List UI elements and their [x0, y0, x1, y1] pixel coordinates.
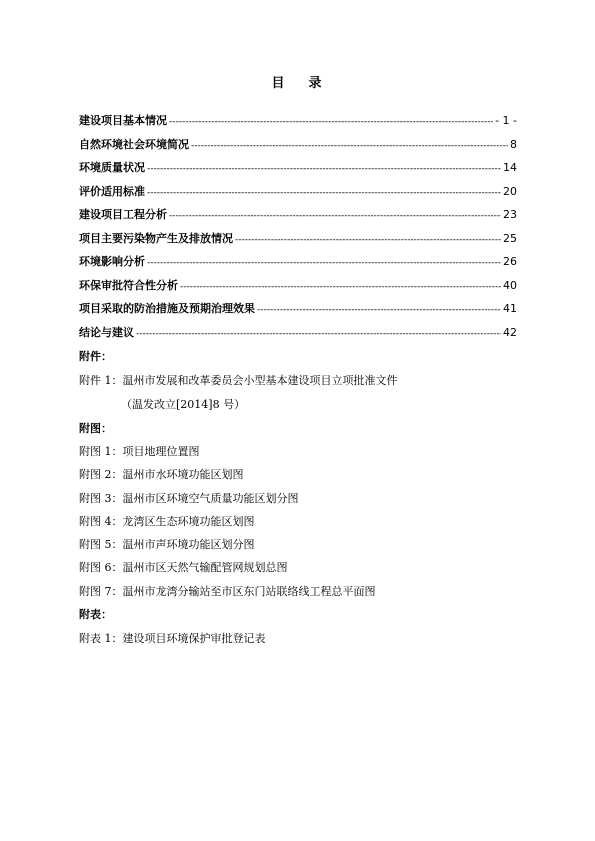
figure-item: 附图 6：温州市区天然气输配管网规划总图	[79, 561, 288, 574]
toc-entry-label: 建设项目工程分析	[79, 208, 167, 221]
toc-leader	[257, 305, 501, 315]
figures-heading: 附图：	[79, 422, 112, 435]
toc-entry-page: 25	[503, 231, 517, 245]
toc-entry-page: 41	[503, 302, 517, 315]
table-of-contents	[79, 112, 517, 347]
toc-leader	[180, 282, 501, 292]
toc-entry[interactable]	[79, 159, 517, 183]
toc-entry[interactable]	[79, 324, 517, 348]
toc-entry-page: 42	[503, 325, 517, 339]
toc-entry-page: - 1 -	[495, 114, 517, 127]
attachment-item-continuation: （温发改立[2014]8 号）	[121, 398, 246, 411]
toc-entry[interactable]	[79, 277, 517, 301]
toc-entry-label: 自然环境社会环境简况	[79, 137, 189, 151]
toc-leader	[191, 141, 508, 151]
figure-item: 附图 1：项目地理位置图	[79, 445, 200, 458]
toc-entry-page: 23	[503, 208, 517, 221]
toc-entry[interactable]	[79, 300, 517, 324]
figure-item: 附图 4：龙湾区生态环境功能区划图	[79, 515, 255, 528]
toc-leader	[169, 117, 493, 127]
toc-entry-page: 14	[503, 161, 517, 174]
figure-item: 附图 3：温州市区环境空气质量功能区划分图	[79, 492, 299, 505]
attachment-item: 附件 1：温州市发展和改革委员会小型基本建设项目立项批准文件	[79, 374, 398, 387]
toc-entry[interactable]	[79, 230, 517, 254]
toc-entry-label: 环保审批符合性分析	[79, 278, 178, 292]
toc-leader	[147, 258, 501, 268]
table-item: 附表 1：建设项目环境保护审批登记表	[79, 632, 266, 645]
toc-entry-label: 结论与建议	[79, 325, 134, 339]
toc-entry-label: 项目采取的防治措施及预期治理效果	[79, 302, 255, 315]
toc-entry-page: 40	[503, 278, 517, 292]
toc-entry-label: 环境影响分析	[79, 255, 145, 268]
figure-item: 附图 7：温州市龙湾分输站至市区东门站联络线工程总平面图	[79, 585, 376, 598]
title-char-1: 目	[271, 76, 287, 91]
toc-entry[interactable]	[79, 183, 517, 207]
toc-entry-label: 环境质量状况	[79, 161, 145, 174]
toc-entry[interactable]	[79, 136, 517, 160]
toc-entry[interactable]	[79, 253, 517, 277]
toc-leader	[147, 188, 501, 198]
attachments-heading: 附件：	[79, 350, 112, 363]
figure-item: 附图 2：温州市水环境功能区划图	[79, 468, 244, 481]
tables-heading: 附表：	[79, 608, 112, 621]
toc-entry[interactable]	[79, 112, 517, 136]
toc-entry-label: 项目主要污染物产生及排放情况	[79, 231, 233, 245]
page-title	[0, 72, 595, 91]
toc-entry-page: 20	[503, 184, 517, 198]
toc-leader	[147, 164, 501, 174]
toc-entry-page: 8	[510, 137, 517, 151]
toc-leader	[235, 235, 501, 245]
toc-entry-page: 26	[503, 255, 517, 268]
toc-entry-label: 建设项目基本情况	[79, 114, 167, 127]
toc-leader	[136, 329, 501, 339]
figure-item: 附图 5：温州市声环境功能区划分图	[79, 538, 255, 551]
toc-entry-label: 评价适用标准	[79, 184, 145, 198]
toc-leader	[169, 211, 501, 221]
toc-entry[interactable]	[79, 206, 517, 230]
title-char-2: 录	[308, 76, 324, 91]
